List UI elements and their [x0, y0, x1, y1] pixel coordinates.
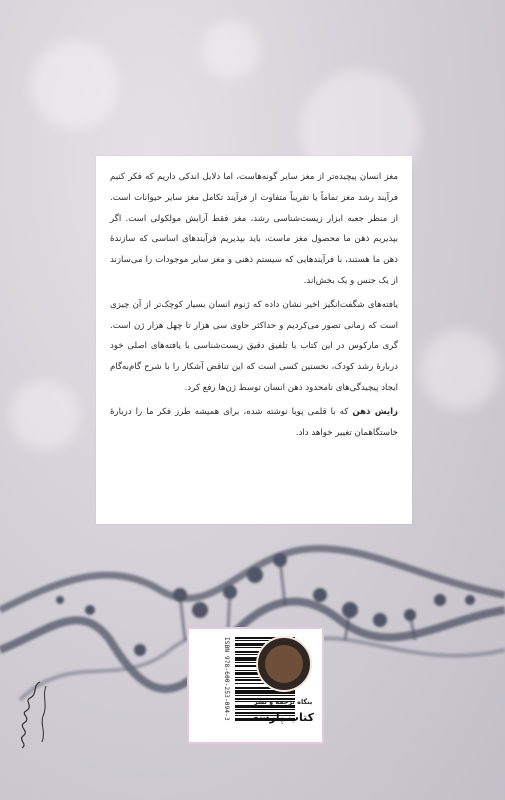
- blurb-paragraph-1: مغز انسان پیچیده‌تر از مغز سایر گونه‌هاست، اما دلایل اندکی داریم که فکر کنیم فرآیند رشد مغز تماماً یا تقریباً متفاوت از فرآیند تکامل مغز سایر حیوانات است. از منظر جعبه ابزار زیست‌شناسی رشد، مغز فقط آرایش مولکولی است. اگر بپذیریم ذهن ما محصول مغز ماست، باید بپذیریم فرآیندهای اساسی که سازندهٔ ذهن ما هستند، با فرآیندهایی که سیستم ذهنی و مغز سایر موجودات را می‌سازند از یک جنس و یک بخش‌اند.: [110, 172, 398, 286]
- blurb-paragraph-2: یافته‌های شگفت‌انگیز اخیر نشان داده که ژنوم انسان بسیار کوچک‌تر از آن چیزی است که زمانی تصور می‌کردیم و حداکثر حاوی سی هزار تا چهل هزار ژن است. گری مارکوس در این کتاب با تلفیق دقیق زیست‌شناسی با یافته‌های اصلی خود دربارهٔ رشد کودک، نخستین کسی است که این تناقض آشکار را با شرح گام‌به‌گام ایجاد پیچیدگی‌های نامحدود ذهن انسان توسط ژن‌ها رفع کرد.: [110, 299, 398, 393]
- blurb-paragraph-3: [110, 402, 398, 444]
- bokeh-light: [420, 330, 500, 410]
- bokeh-light: [30, 40, 120, 130]
- publisher-name: کتاب پارسه: [252, 711, 314, 724]
- publisher-subtitle: بنگاه ترجمه و نشر: [253, 698, 313, 706]
- publisher-logo-emblem: [256, 636, 312, 692]
- designer-signature: [10, 676, 60, 756]
- publisher-logo-center: [265, 645, 303, 683]
- book-title-inline: زایش ذهن: [352, 406, 398, 417]
- bokeh-light: [10, 380, 80, 450]
- back-cover-blurb: [96, 156, 412, 524]
- bokeh-light: [200, 20, 260, 80]
- blurb-paragraph-3-text: که با قلمی پویا نوشته شده، برای همیشه طرز فکر ما را دربارهٔ خاستگاهمان تغییر خواهد داد.: [110, 406, 398, 438]
- isbn-text: ISBN 978-600-253-094-3: [223, 637, 230, 721]
